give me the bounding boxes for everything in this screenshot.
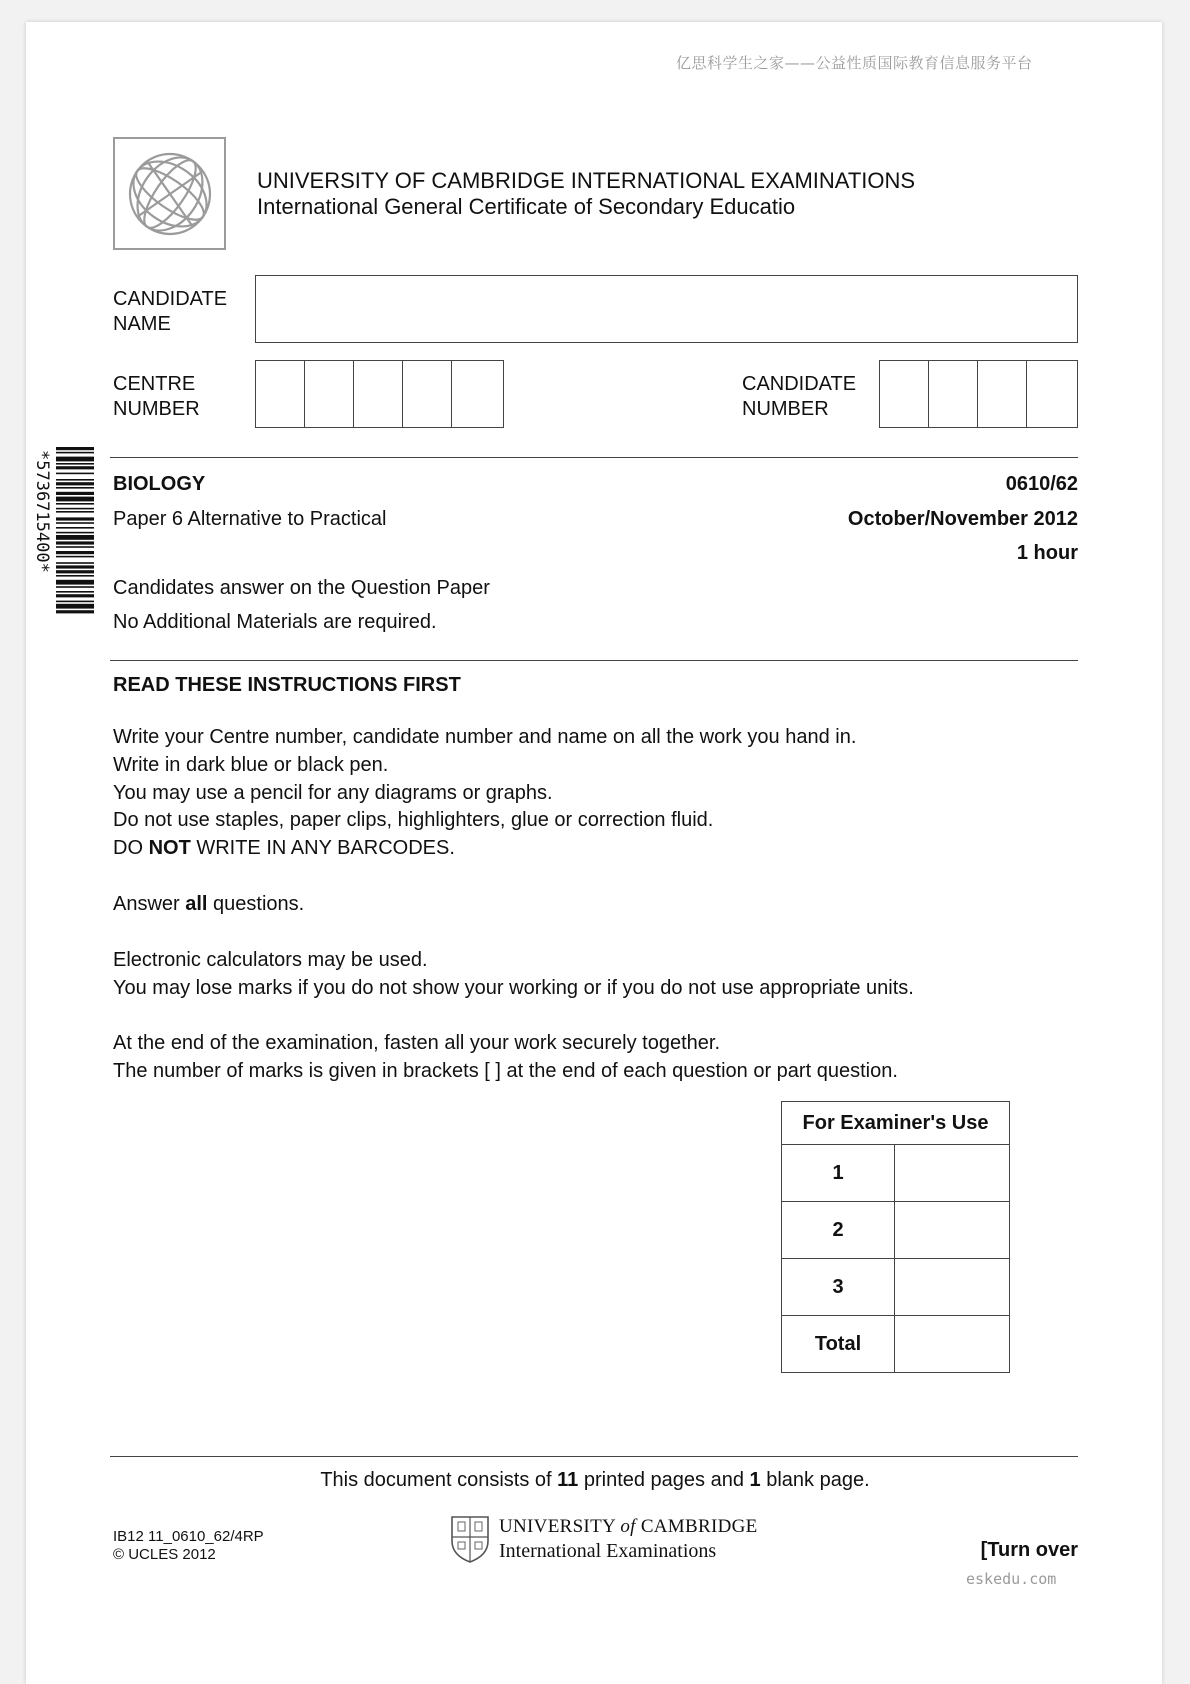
cambridge-crest-icon — [450, 1515, 490, 1563]
answer-on: Candidates answer on the Question Paper — [113, 577, 490, 599]
candidate-number-boxes[interactable] — [879, 360, 1078, 428]
centre-digit-cell[interactable] — [354, 361, 403, 427]
barcode-bar — [56, 473, 94, 475]
duration: 1 hour — [1016, 542, 1078, 564]
examiner-table-heading: For Examiner's Use — [782, 1102, 1010, 1145]
barcode-bar — [56, 570, 94, 573]
watermark-top: 亿思科学生之家——公益性质国际教育信息服务平台 — [676, 54, 1033, 72]
candidate-digit-cell[interactable] — [880, 361, 929, 427]
answer-instruction: Answer all questions. — [113, 892, 305, 915]
barcode-bar — [56, 503, 94, 505]
examiner-use-table — [781, 1101, 1010, 1373]
centre-digit-cell[interactable] — [452, 361, 501, 427]
barcode-bar — [56, 594, 94, 597]
candidate-digit-cell[interactable] — [1027, 361, 1076, 427]
barcode-bar — [56, 535, 94, 540]
paper-title: Paper 6 Alternative to Practical — [113, 508, 387, 530]
mark-cell — [895, 1259, 1010, 1316]
turn-over: [Turn over — [980, 1539, 1078, 1561]
barcode-digits: *5736715400* — [32, 450, 52, 573]
question-number: 1 — [782, 1145, 895, 1202]
globe-logo — [113, 137, 226, 250]
page-count-note: This document consists of 11 printed pages and 1 blank page. — [320, 1469, 870, 1491]
candidate-name-label: CANDIDATE NAME — [113, 288, 228, 335]
candidate-digit-cell[interactable] — [978, 361, 1027, 427]
candidate-number-label: CANDIDATE NUMBER — [742, 373, 857, 420]
org-title: UNIVERSITY OF CAMBRIDGE INTERNATIONAL EXAMINATIONS — [257, 168, 916, 193]
centre-digit-cell[interactable] — [403, 361, 452, 427]
barcode-bar — [56, 492, 94, 495]
barcode-bar — [56, 457, 94, 462]
centre-number-boxes[interactable] — [255, 360, 504, 428]
barcode-bar — [56, 487, 94, 489]
barcode-bar — [56, 610, 94, 613]
barcode-bar — [56, 546, 94, 548]
question-number: 2 — [782, 1202, 895, 1259]
barcode-bar — [56, 479, 94, 481]
exam-session: October/November 2012 — [847, 508, 1078, 530]
barcode-bar — [56, 601, 94, 603]
barcode-bar — [56, 604, 94, 609]
barcode-bar — [56, 591, 94, 593]
instructions-heading: READ THESE INSTRUCTIONS FIRST — [113, 674, 461, 696]
candidate-digit-cell[interactable] — [929, 361, 978, 427]
barcode-bar — [56, 562, 94, 564]
barcode-bar — [56, 511, 94, 513]
barcode-bar — [56, 541, 94, 544]
barcode-bar — [56, 517, 94, 520]
mark-cell — [895, 1145, 1010, 1202]
barcode-bar — [56, 447, 94, 450]
centre-digit-cell[interactable] — [305, 361, 354, 427]
subject: BIOLOGY — [113, 473, 206, 495]
barcode-bar — [56, 580, 94, 585]
globe-icon — [124, 148, 216, 240]
barcode-bar — [56, 466, 94, 469]
barcode-bar — [56, 508, 94, 510]
divider — [110, 457, 1078, 458]
total-cell — [895, 1316, 1010, 1373]
centre-digit-cell[interactable] — [256, 361, 305, 427]
question-number: 3 — [782, 1259, 895, 1316]
instructions-body: Write your Centre number, candidate number and name on all the work you hand in. Write in dark blue or black pen. You may use a pencil for any diagrams or graphs. Do not use staples, paper clips, highlighters, glue or correction fluid. DO NOT WRITE IN ANY BARCODES. Answer all questions. Electronic calculators may be used. You may lose marks if you do not show your working or if you do not use appropriate units. At the end of the examination, fasten all your work securely together. The number of marks is given in brackets [ ] at the end of each question or part question. — [113, 726, 914, 1083]
barcode-bar — [56, 551, 94, 554]
centre-number-label: CENTRE NUMBER — [113, 373, 200, 420]
barcode-bar — [56, 452, 94, 454]
footer-divider — [110, 1456, 1078, 1457]
paper-code: 0610/62 — [1005, 473, 1078, 495]
cambridge-subname: International Examinations — [499, 1540, 717, 1562]
mark-cell — [895, 1202, 1010, 1259]
cambridge-name: UNIVERSITY of CAMBRIDGE — [499, 1516, 758, 1537]
barcode-bar — [56, 497, 94, 502]
total-label: Total — [782, 1316, 895, 1373]
barcode-bar — [56, 565, 94, 568]
document-reference: IB12 11_0610_62/4RP © UCLES 2012 — [113, 1528, 264, 1563]
watermark-bottom: eskedu.com — [966, 1570, 1057, 1588]
barcode-bar — [56, 586, 94, 588]
barcode-warning: DO NOT WRITE IN ANY BARCODES. — [113, 837, 455, 860]
candidate-name-box[interactable] — [255, 275, 1078, 343]
barcode-bar — [56, 522, 94, 524]
barcode-bar — [56, 575, 94, 577]
barcode-bar — [56, 482, 94, 485]
divider — [110, 660, 1078, 661]
barcode-bar — [56, 532, 94, 534]
materials: No Additional Materials are required. — [113, 611, 437, 633]
org-subtitle: International General Certificate of Secondary Educatio — [257, 194, 796, 219]
barcode-bar — [56, 556, 94, 558]
barcode-bar — [56, 527, 94, 529]
barcode-bar — [56, 463, 94, 465]
